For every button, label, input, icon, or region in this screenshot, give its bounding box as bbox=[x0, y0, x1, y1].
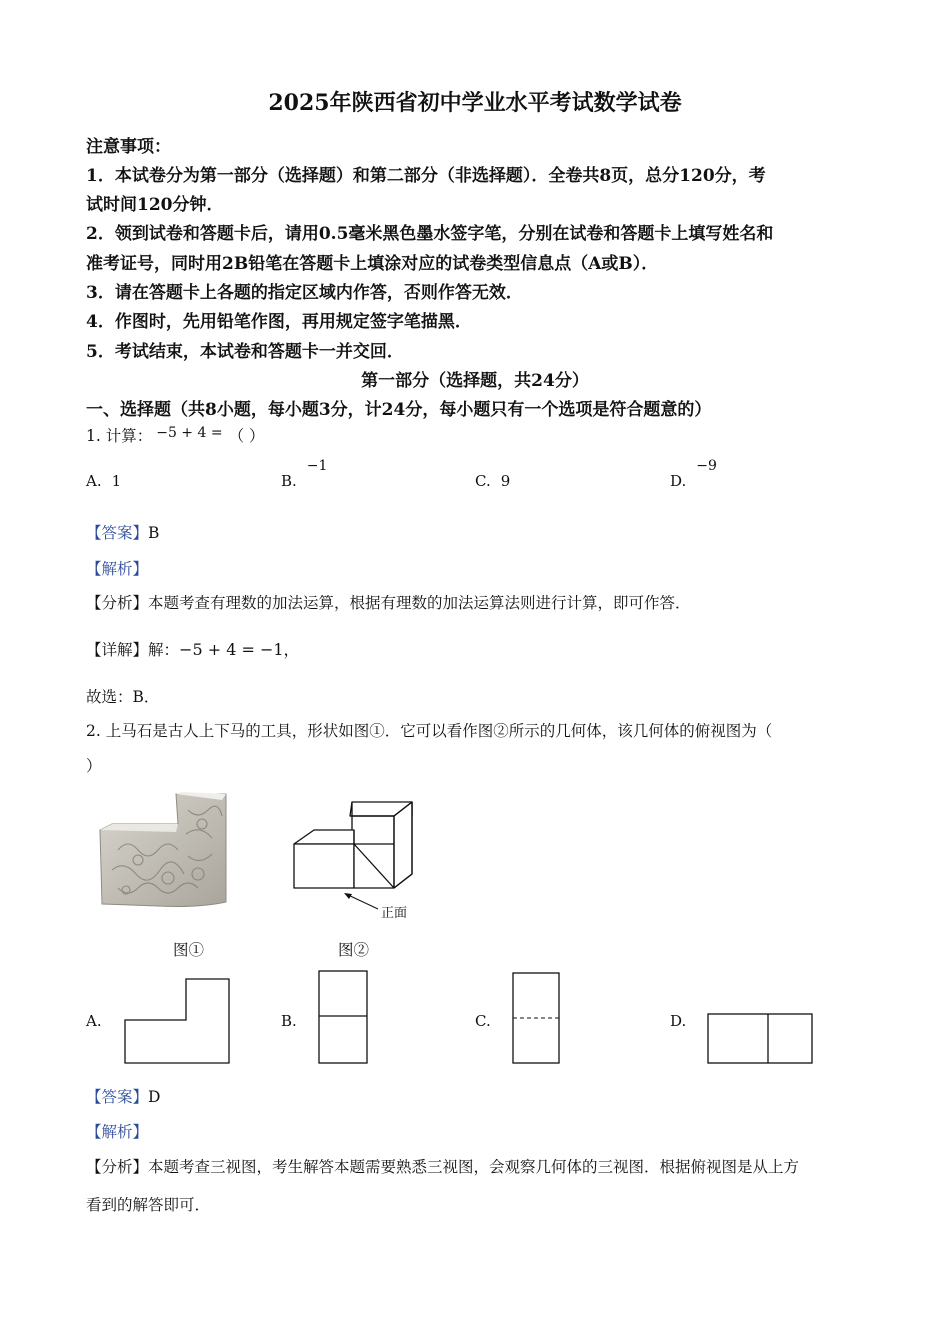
q1-expression: −5 + 4 = bbox=[156, 425, 223, 441]
option-c-shape bbox=[512, 972, 560, 1064]
fig1-caption: 图① bbox=[173, 941, 205, 959]
q2-stem-line2: ） bbox=[86, 757, 102, 775]
q1-option-a: A. 1 bbox=[86, 472, 122, 490]
option-a-shape bbox=[124, 978, 230, 1064]
page-title: 2025年陕西省初中学业水平考试数学试卷 bbox=[268, 90, 682, 116]
q1-option-d: D.−9 bbox=[670, 458, 717, 490]
notice-item: 2．领到试卷和答题卡后，请用0.5毫米黑色墨水签字笔，分别在试卷和答题卡上填写姓名和 bbox=[86, 224, 774, 244]
section1-heading: 一、选择题（共8小题，每小题3分，计24分，每小题只有一个选项是符合题意的） bbox=[86, 400, 712, 420]
notice-item: 试时间120分钟． bbox=[86, 195, 224, 215]
q1-stem: 1. 计算： −5 + 4 = （ ） bbox=[86, 425, 265, 445]
q1-option-b: B.−1 bbox=[281, 458, 328, 490]
q1-jiexi: 【解析】 bbox=[86, 560, 149, 578]
notice-item: 4．作图时，先用铅笔作图，再用规定签字笔描黑． bbox=[86, 312, 472, 332]
fig2-caption: 图② bbox=[338, 941, 370, 959]
q2-jiexi: 【解析】 bbox=[86, 1123, 149, 1141]
q2-answer: 【答案】D bbox=[86, 1088, 161, 1106]
q2-option-d-label: D. bbox=[670, 1012, 687, 1030]
q2-option-a-label: A. bbox=[86, 1012, 102, 1030]
front-low-face bbox=[294, 844, 354, 888]
mounting-stone-photo bbox=[98, 790, 228, 920]
q1-option-c: C. 9 bbox=[475, 472, 511, 490]
option-d-shape bbox=[707, 1013, 813, 1064]
solid-figure bbox=[290, 798, 430, 923]
q2-option-b-label: B. bbox=[281, 1012, 297, 1030]
front-arrow bbox=[346, 894, 378, 909]
notice-item: 1．本试卷分为第一部分（选择题）和第二部分（非选择题）．全卷共8页，总分120分，考 bbox=[86, 166, 766, 186]
lower-top-face bbox=[294, 830, 354, 844]
option-b-shape bbox=[318, 970, 368, 1064]
q1-conclusion: 故选：B． bbox=[86, 688, 160, 706]
q2-stem-line1: 2. 上马石是古人上下马的工具，形状如图①．它可以看作图②所示的几何体，该几何体的俯视图为（ bbox=[86, 722, 773, 740]
front-label: 正面 bbox=[381, 906, 408, 921]
q1-analysis: 【分析】本题考查有理数的加法运算，根据有理数的加法运算法则进行计算，即可作答． bbox=[86, 594, 691, 612]
notice-heading: 注意事项： bbox=[86, 137, 171, 157]
part1-heading: 第一部分（选择题，共24分） bbox=[361, 371, 589, 391]
q2-analysis-line1: 【分析】本题考查三视图，考生解答本题需要熟悉三视图，会观察几何体的三视图．根据俯视图是从上方 bbox=[86, 1158, 800, 1176]
q1-detail: 【详解】解：−5 + 4 = −1， bbox=[86, 640, 300, 659]
notice-item: 3．请在答题卡上各题的指定区域内作答，否则作答无效． bbox=[86, 283, 523, 303]
q2-analysis-line2: 看到的解答即可． bbox=[86, 1196, 211, 1214]
q1-answer: 【答案】B bbox=[86, 524, 160, 542]
q2-option-c-label: C. bbox=[475, 1012, 491, 1030]
notice-item: 准考证号，同时用2B铅笔在答题卡上填涂对应的试卷类型信息点（A或B）． bbox=[86, 254, 659, 274]
notice-item: 5．考试结束，本试卷和答题卡一并交回． bbox=[86, 342, 404, 362]
